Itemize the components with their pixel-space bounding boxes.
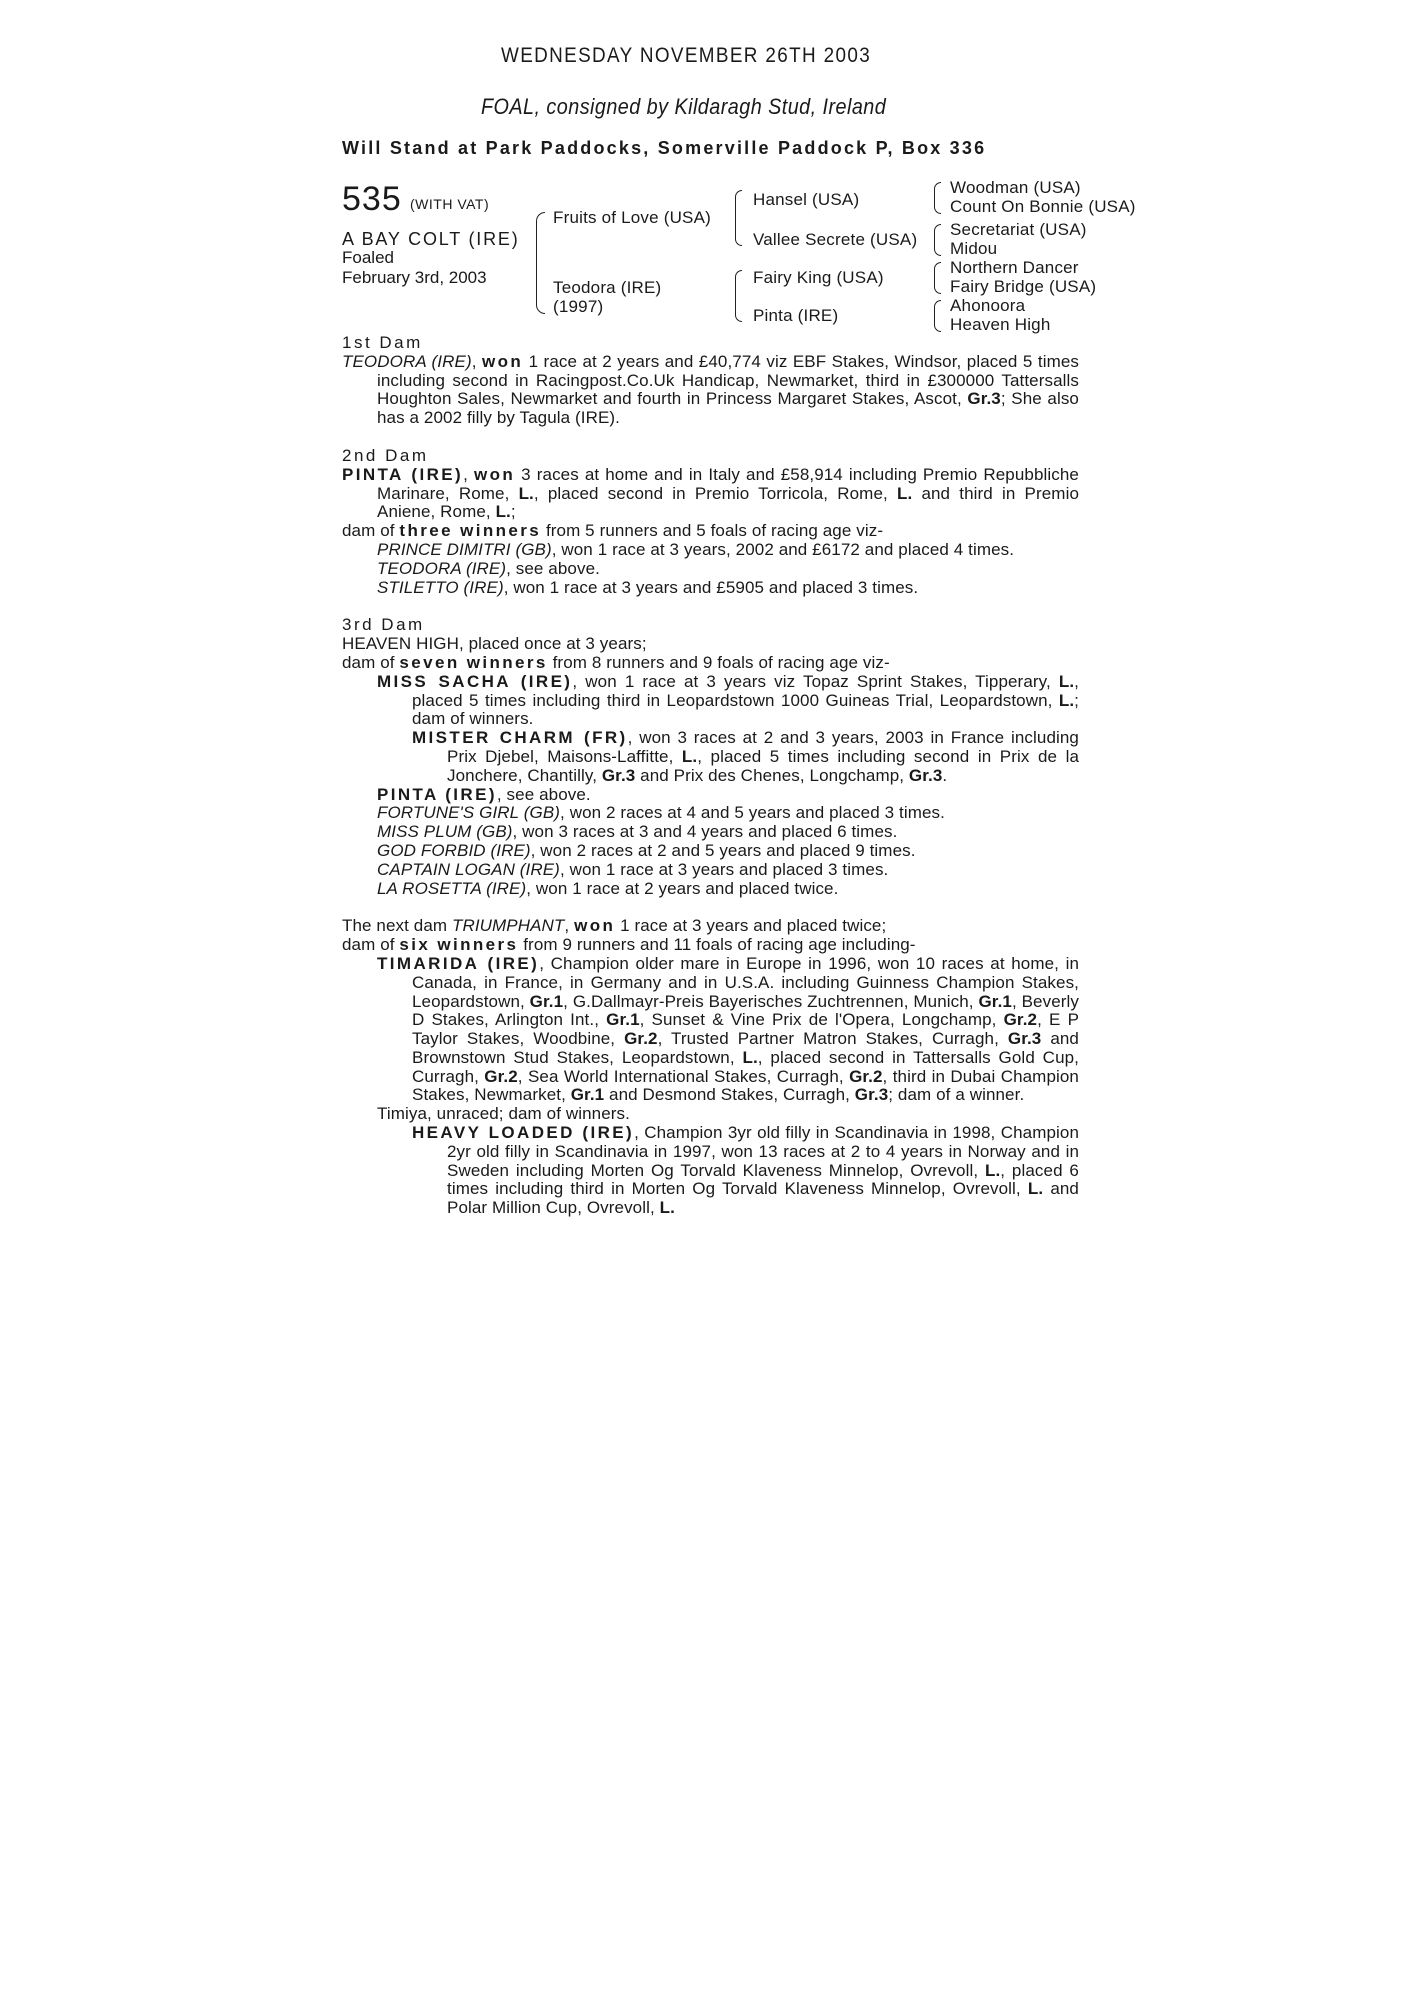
- pedigree-brace-g4: [934, 300, 941, 332]
- produce-entry: [342, 823, 1079, 842]
- produce-entry-pinta: [342, 786, 1079, 805]
- produce-record: , won 1 race at 2 years and placed twice.: [526, 878, 839, 898]
- pedigree-brace-main: [536, 212, 545, 314]
- produce-entry: [342, 579, 1079, 598]
- produce-record: , won 1 race at 3 years and placed 3 times.: [559, 859, 889, 879]
- produce-record: , won 1 race at 3 years viz Topaz Sprint Stakes, Tipperary,: [572, 671, 1059, 691]
- stand-location-text: Will Stand at Park Paddocks, Somerville Paddock P, Box 336: [342, 138, 987, 158]
- produce-record: , placed 5 times including second in Prix de la Jonchere, Chantilly,: [447, 746, 1079, 785]
- pedigree-g6: Fairy Bridge (USA): [950, 277, 1097, 296]
- listed-label: L.: [1058, 690, 1075, 710]
- grade-label: Gr.1: [570, 1085, 605, 1105]
- won-label: won: [574, 916, 616, 936]
- first-dam-name: TEODORA (IRE): [342, 351, 472, 371]
- pedigree-brace-sire: [735, 190, 742, 246]
- dam-of-text: dam of: [342, 652, 400, 672]
- produce-entry-mister-charm: [342, 729, 1079, 785]
- produce-record: and Prix des Chenes, Longchamp,: [635, 765, 909, 785]
- first-dam-heading: 1st Dam: [342, 333, 423, 352]
- produce-entry: [342, 560, 1079, 579]
- produce-record: , Sea World International Stakes, Curragh,: [517, 1066, 850, 1086]
- second-dam-produce-summary: [342, 522, 1079, 541]
- grade-label: Gr.2: [624, 1029, 658, 1049]
- third-dam-produce-summary: [342, 654, 1079, 673]
- grade-label: Gr.2: [849, 1066, 883, 1086]
- produce-record: and Polar Million Cup, Ovrevoll,: [447, 1179, 1079, 1218]
- won-label: won: [481, 351, 524, 371]
- produce-name: FORTUNE'S GIRL (GB): [377, 803, 561, 823]
- listed-label: L.: [896, 483, 913, 503]
- produce-record: , E P Taylor Stakes, Woodbine,: [412, 1010, 1080, 1049]
- first-dam-record: 1 race at 2 years and £40,774 viz EBF Stakes, Windsor, placed 5 times including second in Racingpost.Co.Uk Handicap, Newmarket, third in £300000 Tattersalls Houghton Sales, Newmarket and fourth in Princess Margaret Stakes, Ascot,: [377, 351, 1079, 409]
- stand-location: [342, 138, 986, 159]
- winners-count: three winners: [399, 521, 542, 541]
- produce-record: .: [942, 765, 948, 785]
- listed-label: L.: [681, 746, 698, 766]
- consignment-text: FOAL, consigned by Kildaragh Stud, Ireland: [481, 94, 887, 119]
- pedigree-g4: Midou: [950, 239, 998, 258]
- produce-record: , see above.: [496, 784, 591, 804]
- consignment-line: [0, 94, 1413, 120]
- second-dam-paragraph: PINTA (IRE), won 3 races at home and in Italy and £58,914 including Premio Repubbliche Marinare, Rome, L., placed second in Premio Torricola, Rome, L. and third in Premio Aniene, Rome, L.;: [342, 464, 1080, 522]
- first-dam-note: ; She also has a 2002 filly by Tagula (IRE).: [377, 389, 1079, 428]
- pedigree-brace-g2: [934, 224, 941, 256]
- produce-record: , placed 5 times including third in Leopardstown 1000 Guineas Trial, Leopardstown,: [412, 671, 1079, 710]
- produce-record: , Sunset & Vine Prix de l'Opera, Longchamp,: [639, 1010, 1004, 1030]
- produce-record: , Beverly D Stakes, Arlington Int.,: [412, 991, 1079, 1030]
- grade-label: Gr.3: [908, 765, 943, 785]
- first-dam-paragraph: TEODORA (IRE), won 1 race at 2 years and £40,774 viz EBF Stakes, Windsor, placed 5 times including second in Racingpost.Co.Uk Handicap, Newmarket, third in £300000 Tattersalls Houghton Sales, Newmarket and fourth in Princess Margaret Stakes, Ascot, Gr.3; She also has a 2002 filly by Tagula (IRE).: [342, 351, 1079, 428]
- next-dam-record: 1 race at 3 years and placed twice;: [615, 916, 887, 936]
- produce-entry: [342, 804, 1079, 823]
- produce-name: PRINCE DIMITRI (GB): [377, 539, 552, 559]
- produce-name: STILETTO (IRE): [377, 577, 504, 597]
- pedigree-dam-year: (1997): [553, 297, 604, 316]
- third-dam-heading: 3rd Dam: [342, 615, 425, 635]
- listed-label: L.: [984, 1160, 1001, 1180]
- produce-record: , Trusted Partner Matron Stakes, Curragh,: [657, 1029, 1008, 1049]
- produce-record: , won 2 races at 4 and 5 years and placed 3 times.: [560, 803, 945, 823]
- pedigree-sire: Fruits of Love (USA): [553, 208, 711, 227]
- produce-entry-timiya: Timiya, unraced; dam of winners.: [377, 1104, 630, 1124]
- produce-name: CAPTAIN LOGAN (IRE): [377, 859, 560, 879]
- grade-label: Gr.3: [967, 389, 1001, 409]
- listed-label: L.: [495, 502, 511, 522]
- produce-record: , placed 6 times including third in Morten Og Torvald Klaveness Minnelop, Ovrevoll,: [447, 1160, 1079, 1199]
- pedigree-sire-dam: Vallee Secrete (USA): [753, 230, 918, 249]
- second-dam-record-d: ;: [510, 502, 516, 522]
- grade-label: Gr.3: [854, 1085, 889, 1105]
- produce-entry-miss-sacha: [342, 673, 1079, 729]
- produce-name: MISS SACHA (IRE): [377, 671, 573, 691]
- produce-record: , third in Dubai Champion Stakes, Newmarket,: [412, 1066, 1079, 1105]
- grade-label: Gr.1: [529, 991, 564, 1011]
- produce-name: LA ROSETTA (IRE): [377, 878, 527, 898]
- listed-label: L.: [742, 1047, 758, 1067]
- listed-label: L.: [518, 483, 534, 503]
- next-dam-sep: ,: [564, 916, 575, 936]
- next-dam-intro: The next dam: [342, 916, 452, 936]
- winners-count: seven winners: [399, 652, 548, 672]
- listed-label: L.: [659, 1198, 675, 1218]
- produce-record: , won 3 races at 3 and 4 years and placed 6 times.: [512, 822, 898, 842]
- next-dam-produce-summary: [342, 936, 1079, 955]
- foaled-label: Foaled: [342, 248, 394, 267]
- pedigree-g7: Ahonoora: [950, 296, 1026, 315]
- pedigree-brace-g3: [934, 262, 941, 294]
- grade-label: Gr.2: [1003, 1010, 1038, 1030]
- pedigree-g3: Secretariat (USA): [950, 220, 1087, 239]
- pedigree-sire-sire: Hansel (USA): [753, 190, 860, 209]
- produce-record: ; dam of a winner.: [888, 1085, 1025, 1105]
- listed-label: L.: [1058, 671, 1075, 691]
- pedigree-g5: Northern Dancer: [950, 258, 1079, 277]
- second-dam-name: PINTA (IRE): [342, 464, 464, 484]
- produce-entry-timarida: [342, 955, 1079, 1105]
- grade-label: Gr.3: [1007, 1029, 1042, 1049]
- produce-record: , Champion older mare in Europe in 1996, won 10 races at home, in Canada, in France, in Germany and in U.S.A. including Guinness Champion Stakes, Leopardstown,: [412, 953, 1080, 1011]
- pedigree-dam: Teodora (IRE): [553, 278, 662, 297]
- second-dam-record-b: , placed second in Premio Torricola, Rome,: [533, 483, 897, 503]
- pedigree-g2: Count On Bonnie (USA): [950, 197, 1136, 216]
- produce-entry: [342, 861, 1079, 880]
- produce-name: TEODORA (IRE): [377, 558, 507, 578]
- produce-name: TIMARIDA (IRE): [377, 953, 540, 973]
- winners-count: six winners: [399, 935, 519, 955]
- produce-record: , see above.: [506, 558, 600, 578]
- produce-name: MISTER CHARM (FR): [412, 728, 628, 748]
- pedigree-brace-dam: [735, 270, 742, 322]
- grade-label: Gr.2: [484, 1066, 518, 1086]
- produce-entry-heavy-loaded: [342, 1124, 1079, 1218]
- dam-of-text: dam of: [342, 521, 400, 541]
- produce-record: , placed second in Tattersalls Gold Cup, Curragh,: [412, 1047, 1079, 1086]
- next-dam-name: TRIUMPHANT: [451, 916, 565, 936]
- sale-date: [0, 44, 1413, 68]
- produce-entry: [342, 842, 1079, 861]
- produce-record: , won 1 race at 3 years, 2002 and £6172 and placed 4 times.: [551, 539, 1015, 559]
- foaled-date: February 3rd, 2003: [342, 268, 487, 287]
- pedigree-notes: [342, 334, 1079, 1218]
- next-dam-line: [342, 917, 1079, 936]
- produce-record: , won 3 races at 2 and 3 years, 2003 in France including Prix Djebel, Maisons-Laffitte,: [447, 728, 1079, 766]
- lot-number: 535: [342, 180, 402, 218]
- second-dam-heading: 2nd Dam: [342, 445, 429, 465]
- vat-note: (WITH VAT): [410, 196, 490, 212]
- produce-record: , won 1 race at 3 years and £5905 and placed 3 times.: [503, 577, 919, 597]
- lot-description: A BAY COLT (IRE): [342, 229, 520, 249]
- grade-label: Gr.1: [606, 1010, 640, 1030]
- produce-record: , Champion 3yr old filly in Scandinavia in 1998, Champion 2yr old filly in Scandinavia in 1997, won 13 races at 2 to 4 years in Norway and in Sweden including Morten Og Torvald Klaveness Minnelop, Ovrevoll,: [447, 1123, 1079, 1180]
- second-dam-record-a: 3 races at home and in Italy and £58,914 including Premio Repubbliche Marinare, Rome,: [377, 464, 1079, 503]
- pedigree-dam-sire: Fairy King (USA): [753, 268, 884, 287]
- pedigree-g8: Heaven High: [950, 315, 1051, 334]
- produce-name: HEAVY LOADED (IRE): [412, 1123, 635, 1143]
- produce-entry: [342, 541, 1079, 560]
- listed-label: L.: [1027, 1179, 1044, 1199]
- won-label: won: [473, 464, 516, 484]
- sale-date-text: WEDNESDAY NOVEMBER 26TH 2003: [500, 44, 871, 67]
- produce-record: , won 2 races at 2 and 5 years and placed 9 times.: [530, 840, 916, 860]
- produce-name: PINTA (IRE): [377, 784, 497, 804]
- produce-record: , G.Dallmayr-Preis Bayerisches Zuchtrennen, Munich,: [563, 991, 979, 1011]
- produce-record: ; dam of winners.: [412, 690, 1079, 729]
- pedigree-g1: Woodman (USA): [950, 178, 1081, 197]
- pedigree-dam-dam: Pinta (IRE): [753, 306, 839, 325]
- produce-record: and Brownstown Stud Stakes, Leopardstown,: [412, 1029, 1079, 1067]
- produce-name: GOD FORBID (IRE): [377, 840, 531, 860]
- produce-record: and Desmond Stakes, Curragh,: [604, 1085, 855, 1105]
- runners-text: from 5 runners and 5 foals of racing age viz-: [541, 521, 884, 541]
- produce-entry: [342, 880, 1079, 899]
- produce-name: MISS PLUM (GB): [377, 822, 513, 842]
- dam-of-text: dam of: [342, 935, 400, 955]
- pedigree-brace-g1: [934, 182, 941, 214]
- third-dam-line: HEAVEN HIGH, placed once at 3 years;: [342, 634, 647, 654]
- second-dam-record-c: and third in Premio Aniene, Rome,: [377, 483, 1080, 522]
- grade-label: Gr.3: [601, 765, 636, 785]
- grade-label: Gr.1: [978, 991, 1012, 1011]
- runners-text: from 9 runners and 11 foals of racing age including-: [518, 935, 916, 955]
- runners-text: from 8 runners and 9 foals of racing age viz-: [547, 652, 890, 672]
